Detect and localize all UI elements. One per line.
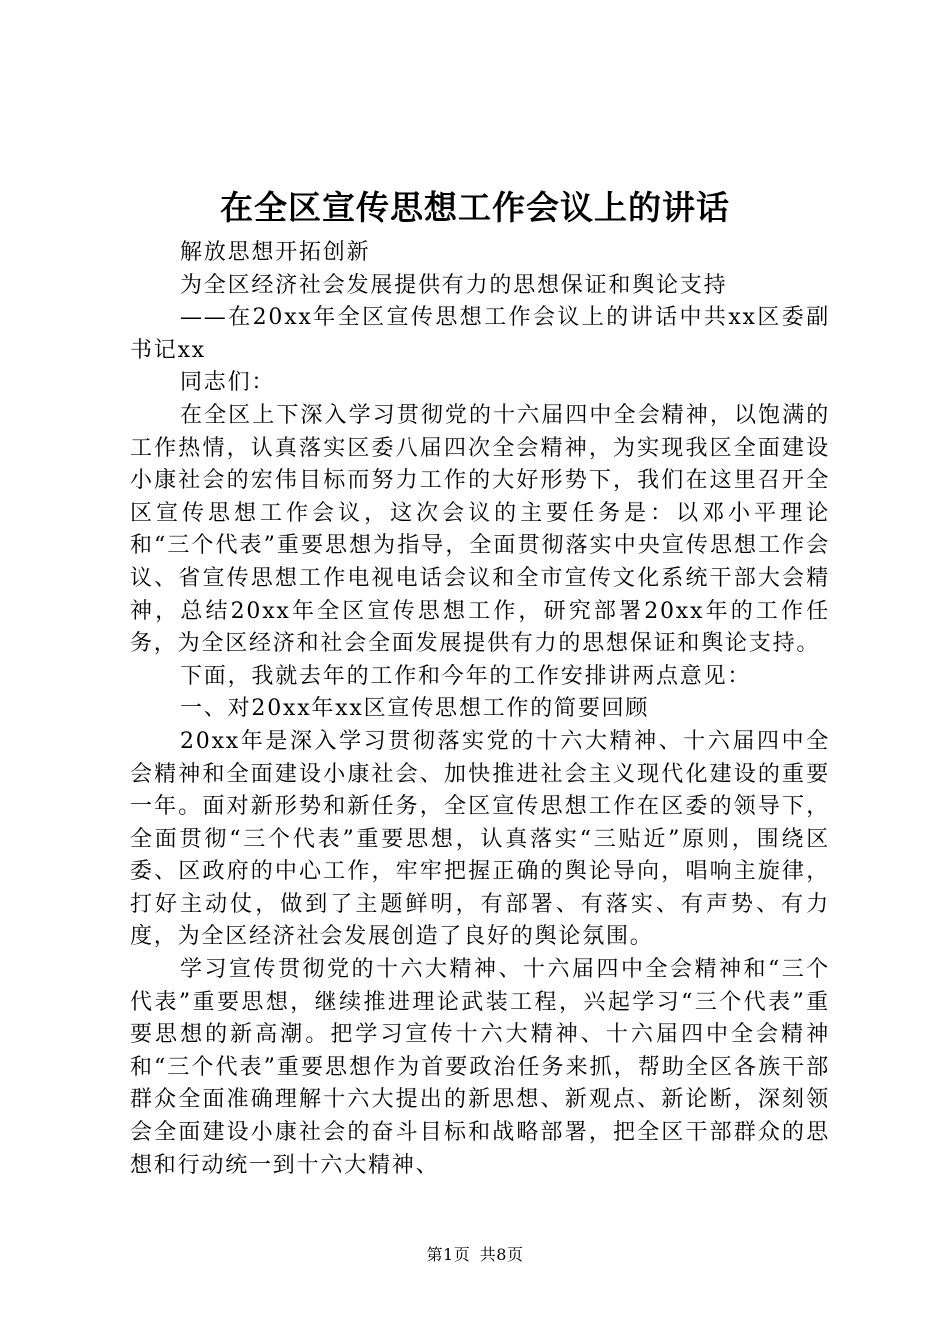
body-paragraph: 20xx年是深入学习贯彻落实党的十六大精神、十六届四中全会精神和全面建设小康社会、加快推进社会主义现代化建设的重要一年。面对新形势和新任务，全区宣传思想工作在区委的领导下，全面贯彻“三个代表”重要思想，认真落实“三贴近”原则，围绕区委、区政府的中心工作，牢牢把握正确的舆论导向，唱响主旋律，打好主动仗，做到了主题鲜明，有部署、有落实、有声势、有力度，为全区经济社会发展创造了良好的舆论氛围。 [130,728,830,950]
section-heading: 一、对20xx年xx区宣传思想工作的简要回顾 [180,696,650,722]
body-paragraph: 下面，我就去年的工作和今年的工作安排讲两点意见： [180,663,752,689]
speaker-line: ——在20xx年全区宣传思想工作会议上的讲话中共xx区委副书记xx [130,305,830,363]
page-total: 共8页 [479,1245,524,1264]
document-body [130,237,830,1182]
salutation: 同志们： [180,370,276,396]
subtitle-line-1: 解放思想开拓创新 [180,240,371,265]
page-number: 第1页 [426,1245,471,1264]
subtitle-line-2: 为全区经济社会发展提供有力的思想保证和舆论支持 [180,272,728,298]
document-title: 在全区宣传思想工作会议上的讲话 [220,188,730,227]
body-paragraph: 在全区上下深入学习贯彻党的十六届四中全会精神，以饱满的工作热情，认真落实区委八届四次全会精神，为实现我区全面建设小康社会的宏伟目标而努力工作的大好形势下，我们在这里召开全区宣传思想工作会议，这次会议的主要任务是：以邓小平理论和“三个代表”重要思想为指导，全面贯彻落实中央宣传思想工作会议、省宣传思想工作电视电话会议和全市宣传文化系统干部大会精神，总结20xx年全区宣传思想工作，研究部署20xx年的工作任务，为全区经济和社会全面发展提供有力的思想保证和舆论支持。 [130,402,830,657]
body-paragraph: 学习宣传贯彻党的十六大精神、十六届四中全会精神和“三个代表”重要思想，继续推进理论武装工程，兴起学习“三个代表”重要思想的新高潮。把学习宣传十六大精神、十六届四中全会精神和“三个代表”重要思想作为首要政治任务来抓，帮助全区各族干部群众全面准确理解十六大提出的新思想、新观点、新论断，深刻领会全面建设小康社会的奋斗目标和战略部署，把全区干部群众的思想和行动统一到十六大精神、 [130,957,830,1178]
page-footer [0,1244,950,1266]
